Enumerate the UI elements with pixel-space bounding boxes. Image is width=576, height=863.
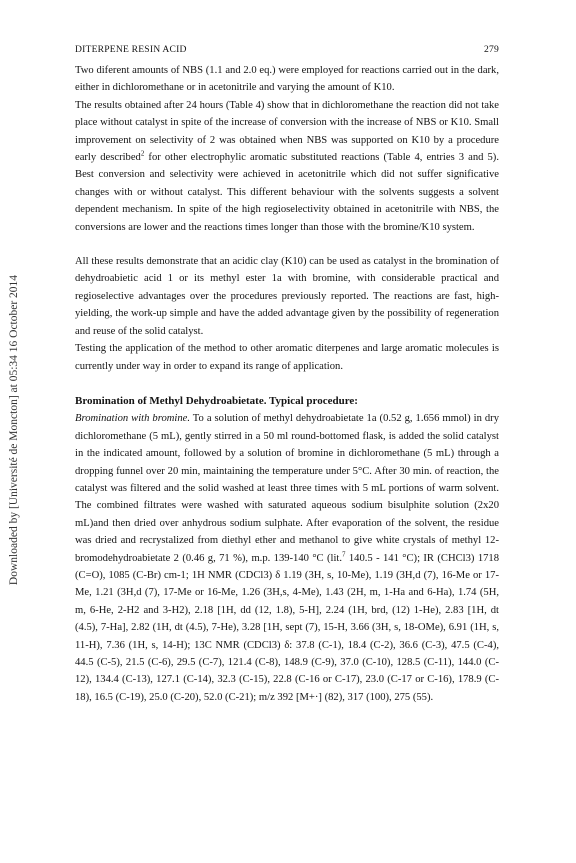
procedure-text-end: 140.5 - 141 °C); IR (CHCl3) 1718 (C=O), 1085 (C-Br) cm-1; 1H NMR (CDCl3) δ 1.19 (3H, s, 10-Me), 1.19 (3H,d (7), 16-Me or 17-Me, 1.21 (3H,d (7), 17-Me or 16-Me, 1.26 (3H,s, 4-Me), 1.43 (2H, m, 1-Ha and 6-Ha), 1.74 (5H, m, 6-He, 2-H2 and 3-H2), 2.18 [1H, dd (12, 1.8), 5-H], 2.24 (1H, brd, (12) 1-He), 2.83 [1H, dt (4.5), 7-Ha], 2.82 (1H, dt (4.5), 7-He), 3.28 [1H, sept (7), 15-H, 3.66 (3H, s, 18-OMe), 6.91 (1H, s, 11-H), 7.36 (1H, s, 14-H); 13C NMR (CDCl3) δ: 37.8 (C-1), 18.4 (C-2), 36.6 (C-3), 47.5 (C-4), 44.5 (C-5), 21.5 (C-6), 29.5 (C-7), 121.4 (C-8), 148.9 (C-9), 37.0 (C-10), 128.5 (C-11), 144.0 (C-12), 134.4 (C-13), 127.1 (C-14), 32.3 (C-15), 22.8 (C-16 or C-17), 23.0 (C-17 or C-16), 178.9 (C-18), 16.5 (C-19), 25.0 (C-20), 52.0 (C-21); m/z 392 [M+·] (82), 317 (100), 275 (55). — [75, 552, 500, 703]
runin-heading: Bromination with bromine. — [75, 413, 190, 425]
paragraph-procedure — [75, 410, 499, 706]
download-watermark — [0, 150, 28, 710]
paragraph-conclusions: All these results demonstrate that an acidic clay (K10) can be used as catalyst in the bromination of dehydroabietic acid 1 or its methyl ester 1a with bromine, with considerable practical and regioselective advantages over the procedures previously reported. The reactions are fast, high-yielding, the work-up simple and have the added advantage given by the possibility of regeneration and reuse of the solid catalyst. — [75, 256, 499, 337]
paragraph-results — [75, 97, 499, 236]
section-gap — [75, 375, 499, 393]
section-heading: Bromination of Methyl Dehydroabietate. Typical procedure: — [75, 394, 358, 407]
paragraph-nbs-amounts: Two diferent amounts of NBS (1.1 and 2.0 eq.) were employed for reactions carried out in the dark, either in dichloromethane or in acetonitrile and varying the amount of K10. — [75, 65, 499, 94]
page-number: 279 — [484, 44, 499, 55]
running-head — [75, 44, 499, 58]
download-note-text: Downloaded by [Université de Moncton] at 05:34 16 October 2014 — [8, 274, 20, 586]
paragraph-future-work: Testing the application of the method to other aromatic diterpenes and large aromatic molecules is currently under way in order to expand its range of application. — [75, 343, 499, 372]
paragraph-gap — [75, 236, 499, 253]
reference-superscript: 2 — [140, 149, 145, 158]
article-body — [75, 62, 499, 706]
results-text-end: for other electrophylic aromatic substituted reactions (Table 4, entries 3 and 5). Best conversion and selectivity were achieved in acetonitrile which did not suffer significative changes with or without catalyst. This different behaviour with the solvents suggests a solvent dependent mechanism. In spite of the high regioselectivity obtained in acetonitrile with NBS, the conversions are lower and the reactions times longer than those with the bromine/K10 system. — [75, 152, 499, 233]
results-text-start: The results obtained after 24 hours (Table 4) show that in dichloromethane the reaction did not take place without catalyst in spite of the increase of conversion with the increase of NBS or K10. Small improvement on selectivity of 2 was obtained when NBS was supported on K10 by a procedure early described — [75, 99, 499, 164]
procedure-text-start: To a solution of methyl dehydroabietate 1a (0.52 g, 1.656 mmol) in dry dichloromethane (5 mL), gently stirred in a 50 ml round-bottomed flask, is added the solid catalyst in the indicated amount, followed by a solution of bromine in dichloromethane (5 mL) through a dropping funnel over 20 min, maintaining the temperature under 5°C. After 30 min. of reaction, the catalyst was filtered and the solid washed at least three times with 5 mL portions of warm solvent. The combined filtrates were washed with saturated aqueous sodium bisulphite solution (2x20 mL)and then dried over anhydrous sodium sulphate. After evaporation of the solvent, the residue was dried and recrystalized from diethyl ether and methanol to give white crystals of methyl 12-bromodehydroabietate 2 (0.46 g, 71 %), m.p. 139-140 °C (lit. — [75, 413, 499, 564]
running-title: DITERPENE RESIN ACID — [75, 44, 187, 55]
literature-superscript: 7 — [342, 550, 346, 559]
